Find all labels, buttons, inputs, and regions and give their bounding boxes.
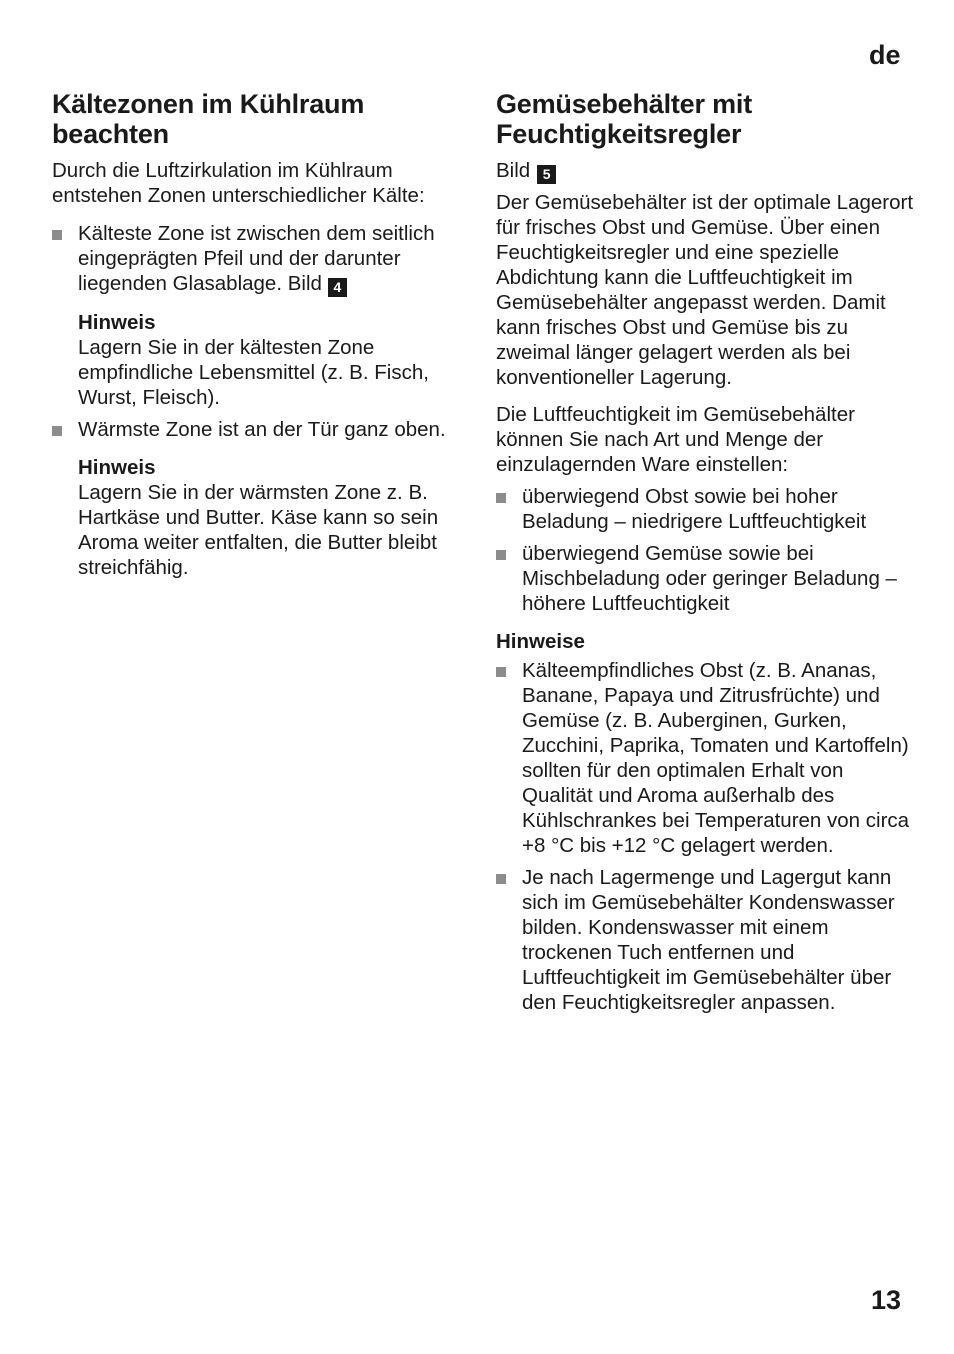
figure-label: Bild xyxy=(496,159,531,182)
note-title: Hinweis xyxy=(78,456,156,479)
list-item-text: Kälteste Zone ist zwischen dem seitlich eingeprägten Pfeil und der darunter liegenden Glasablage. Bild xyxy=(78,222,435,295)
bullet-icon xyxy=(496,874,506,884)
note-block xyxy=(52,310,472,410)
note-block xyxy=(52,455,472,580)
list-item xyxy=(52,221,472,297)
list-item xyxy=(496,484,916,534)
section-title-cold-zones: Kältezonen im Kühlraum beachten xyxy=(52,89,365,149)
list-item xyxy=(496,865,916,1015)
bullet-icon xyxy=(496,667,506,677)
figure-reference-badge: 5 xyxy=(537,165,556,184)
language-code: de xyxy=(869,40,901,70)
list-item xyxy=(496,541,916,616)
figure-reference xyxy=(496,158,916,184)
note-text: Lagern Sie in der kältesten Zone empfindliche Lebensmittel (z. B. Fisch, Wurst, Fleisch). xyxy=(78,336,429,409)
note-text: Lagern Sie in der wärmsten Zone z. B. Hartkäse und Butter. Käse kann so sein Aroma weiter entfalten, die Butter bleibt streichfähig. xyxy=(78,481,439,579)
vegetable-drawer-description: Der Gemüsebehälter ist der optimale Lagerort für frisches Obst und Gemüse. Über einen Feuchtigkeitsregler und eine spezielle Abdichtung kann die Luftfeuchtigkeit im Gemüsebehälter angepasst werden. Damit kann frisches Obst und Gemüse bis zu zweimal länger gelagert werden als bei konventioneller Lagerung. xyxy=(496,191,914,389)
right-column xyxy=(496,89,916,1015)
list-item-text: überwiegend Gemüse sowie bei Mischbeladung oder geringer Beladung – höhere Luftfeuchtigkeit xyxy=(522,542,897,615)
bullet-icon xyxy=(52,426,62,436)
page-number: 13 xyxy=(871,1285,902,1315)
section-title-vegetable-drawer: Gemüsebehälter mit Feuchtigkeitsregler xyxy=(496,89,752,149)
figure-reference-badge: 4 xyxy=(328,278,347,297)
cold-zones-intro: Durch die Luftzirkulation im Kühlraum entstehen Zonen unterschiedlicher Kälte: xyxy=(52,159,425,207)
bullet-icon xyxy=(52,230,62,240)
bullet-icon xyxy=(496,550,506,560)
notes-list xyxy=(496,658,916,1015)
humidity-setting-intro: Die Luftfeuchtigkeit im Gemüsebehälter können Sie nach Art und Menge der einzulagernden Ware einstellen: xyxy=(496,403,855,476)
left-column xyxy=(52,89,472,580)
cold-zones-list xyxy=(52,221,472,297)
list-item-text: Wärmste Zone ist an der Tür ganz oben. xyxy=(78,418,446,441)
humidity-settings-list xyxy=(496,484,916,616)
warm-zone-list xyxy=(52,417,472,442)
list-item xyxy=(496,658,916,858)
list-item-text: Je nach Lagermenge und Lagergut kann sich im Gemüsebehälter Kondenswasser bilden. Kondenswasser mit einem trockenen Tuch entfernen und Luftfeuchtigkeit im Gemüsebehälter über den Feuchtigkeitsregler anpassen. xyxy=(522,866,895,1014)
list-item-text: überwiegend Obst sowie bei hoher Beladung – niedrigere Luftfeuchtigkeit xyxy=(522,485,867,533)
notes-title: Hinweise xyxy=(496,630,585,653)
list-item xyxy=(52,417,472,442)
note-title: Hinweis xyxy=(78,311,156,334)
list-item-text: Kälteempfindliches Obst (z. B. Ananas, Banane, Papaya und Zitrusfrüchte) und Gemüse (z. B. Auberginen, Gurken, Zucchini, Paprika, Tomaten und Kartoffeln) sollten für den optimalen Erhalt von Qualität und Aroma außerhalb des Kühlschrankes bei Temperaturen von circa +8 °C bis +12 °C gelagert werden. xyxy=(522,659,910,857)
bullet-icon xyxy=(496,493,506,503)
